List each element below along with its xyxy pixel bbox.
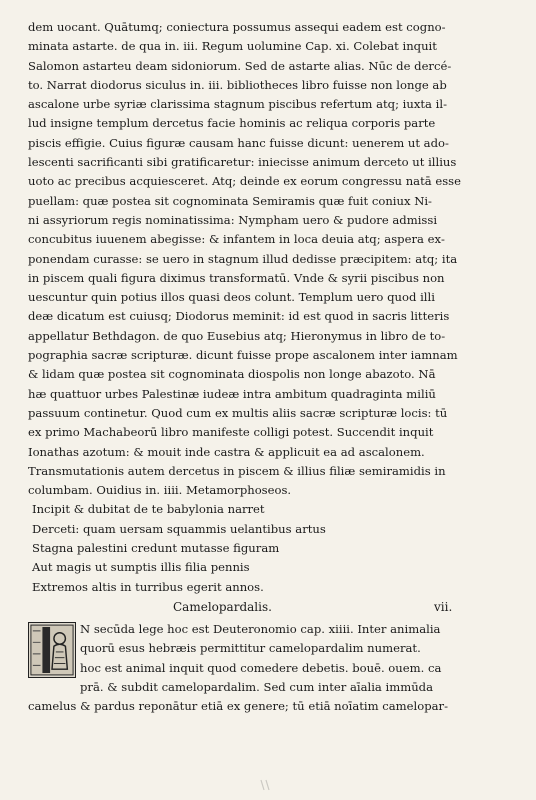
text-line: hæ quattuor urbes Palestinæ iudeæ intra ambitum quadraginta miliū [28, 386, 436, 401]
bleed-through-mark-icon [258, 777, 272, 791]
text-line: appellatur Bethdagon. de quo Eusebius atq; Hieronymus in libro de to‑ [28, 328, 446, 343]
verse-line: Derceti: quam uersam squammis uelantibus artus [32, 521, 326, 536]
text-line: hoc est animal inquit quod comedere debetis. bouē. ouem. ca [80, 660, 442, 675]
text-line: uescuntur quin potius illos quasi deos colunt. Templum uero quod illi [28, 290, 435, 305]
text-line: Transmutationis autem dercetus in piscem & illius filiæ semiramidis in [28, 463, 446, 478]
text-line: lescenti sacrificanti sibi gratificaretur: iniecisse animum derceto ut illius [28, 155, 457, 170]
text-line: ex primo Machabeorū libro manifeste colligi potest. Succendit inquit [28, 425, 434, 440]
section-title: Camelopardalis. [173, 600, 272, 614]
section-heading [28, 600, 524, 618]
text-line: deæ dicatum est cuiusq; Diodorus meminit: id est quod in sacris litteris [28, 309, 450, 324]
text-line: uoto ac precibus acquiesceret. Atq; deinde ex eorum congressu natā esse [28, 174, 461, 189]
text-line: piscis effigie. Cuius figuræ causam hanc fuisse dicunt: uenerem ut ado‑ [28, 135, 449, 150]
text-line: lud insigne templum dercetus facie hominis ac reliqua corporis parte [28, 116, 436, 131]
text-line: quorū esus hebræis permittitur camelopardalim numerat. [80, 641, 421, 656]
text-line: ponendam curasse: se uero in stagnum illud dedisse præcipitem: atq; ita [28, 251, 458, 266]
text-line: Ionathas azotum: & mouit inde castra & applicuit ea ad ascalonem. [28, 444, 425, 459]
verse-line: Aut magis ut sumptis illis filia pennis [32, 560, 250, 575]
text-line: in piscem quali figura diximus transformatū. Vnde & syrii piscibus non [28, 270, 445, 285]
woodcut-figure-icon [29, 623, 75, 677]
text-line: ascalone urbe syriæ clarissima stagnum piscibus refertum atq; iuxta il‑ [28, 97, 447, 112]
verse-line: Incipit & dubitat de te babylonia narret [32, 502, 265, 517]
text-line: passuum continetur. Quod cum ex multis aliis sacræ scripturæ locis: tū [28, 405, 448, 420]
text-line: camelus & pardus reponātur etiā ex genere; tū etiā noīatim camelopar‑ [28, 699, 449, 714]
section-number: vii. [434, 600, 453, 614]
text-line: concubitus iuuenem abegisse: & infantem in loca deuia atq; aspera ex‑ [28, 232, 445, 247]
text-line: minata astarte. de qua in. iii. Regum uolumine Cap. xi. Colebat inquit [28, 39, 437, 54]
text-line: Salomon astarteu deam sidoniorum. Sed de astarte alias. Nūc de dercé‑ [28, 58, 452, 73]
text-line: puellam: quæ postea sit cognominata Semiramis quæ fuit coniux Ni‑ [28, 193, 432, 208]
main-text [28, 18, 524, 597]
text-line: to. Narrat diodorus siculus in. iii. bibliotheces libro fuisse non longe ab [28, 77, 447, 92]
text-line: N secūda lege hoc est Deuteronomio cap. xiiii. Inter animalia [80, 622, 441, 636]
section-text [28, 620, 524, 716]
text-line: ni assyriorum regis nominatissima: Nympham uero & pudore admissi [28, 212, 438, 227]
text-line: prā. & subdit camelopardalim. Sed cum inter aīalia immūda [80, 679, 434, 694]
text-line: columbam. Ouidius in. iiii. Metamorphoseos. [28, 483, 292, 498]
verse-line: Stagna palestini credunt mutasse figuram [32, 541, 280, 556]
text-line: dem uocant. Quātumq; coniectura possumus assequi eadem est cogno‑ [28, 20, 446, 34]
text-line: & lidam quæ postea sit cognominata diospolis non longe abazoto. Nā [28, 367, 436, 382]
woodcut-initial-icon [28, 622, 76, 678]
verse-line: Extremos altis in turribus egerit annos. [32, 579, 264, 594]
text-line: pographia sacræ scripturæ. dicunt fuisse prope ascalonem inter iamnam [28, 348, 458, 363]
